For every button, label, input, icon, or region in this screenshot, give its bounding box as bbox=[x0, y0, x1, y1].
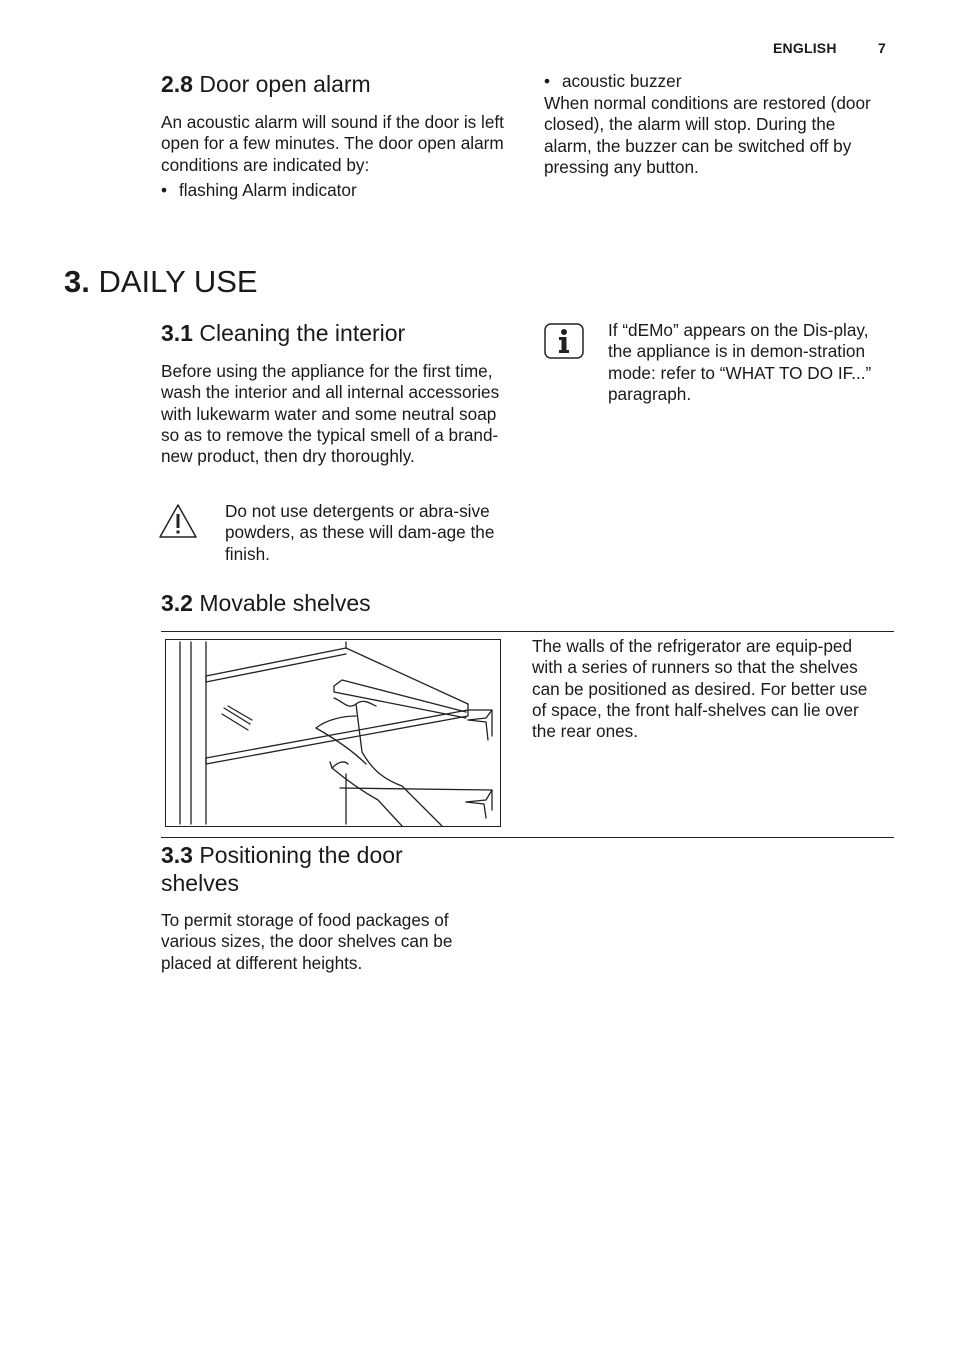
section-2-8-body: An acoustic alarm will sound if the door is left open for a few minutes. The door open alarm conditions are indicated by: bbox=[161, 112, 504, 175]
section-2-8-body-continued: When normal conditions are restored (door closed), the alarm will stop. During the alarm, the buzzer can be switched off by pressing any button. bbox=[544, 93, 871, 177]
chapter-heading bbox=[64, 264, 258, 300]
section-number: 3.3 bbox=[161, 842, 193, 868]
section-3-1-heading bbox=[161, 319, 405, 347]
section-3-1-body: Before using the appliance for the first time, wash the interior and all internal accessories with lukewarm water and some neutral soap so as to remove the typical smell of a brand-new product, then dry thoroughly. bbox=[161, 361, 500, 467]
section-3-3-heading bbox=[161, 841, 481, 897]
bullet-text: acoustic buzzer bbox=[562, 71, 682, 91]
section-title: Positioning the door shelves bbox=[161, 842, 403, 896]
section-3-2-body: The walls of the refrigerator are equip-ped with a series of runners so that the shelves can be positioned as desired. For better use of space, the front half-shelves can lie over the rear ones. bbox=[532, 636, 868, 742]
header-language: ENGLISH bbox=[773, 40, 837, 56]
info-note: If “dEMo” appears on the Dis-play, the appliance is in demon-stration mode: refer to “WHAT TO DO IF...” paragraph. bbox=[608, 320, 872, 404]
warning-note: Do not use detergents or abra-sive powders, as these will dam-age the finish. bbox=[225, 501, 495, 564]
shelf-hand-illustration bbox=[165, 639, 501, 827]
bullet-item: • acoustic buzzer bbox=[544, 71, 682, 91]
section-3-2-heading bbox=[161, 589, 371, 617]
bullet-text: flashing Alarm indicator bbox=[179, 180, 357, 200]
section-number: 3.1 bbox=[161, 320, 193, 346]
page-number: 7 bbox=[878, 40, 886, 56]
section-title: Cleaning the interior bbox=[199, 320, 406, 346]
section-number: 2.8 bbox=[161, 71, 193, 97]
section-number: 3.2 bbox=[161, 590, 193, 616]
section-2-8-heading bbox=[161, 70, 371, 98]
warning-triangle-icon bbox=[158, 503, 198, 539]
section-title: Movable shelves bbox=[199, 590, 371, 616]
chapter-title: DAILY USE bbox=[98, 264, 258, 299]
divider bbox=[161, 837, 894, 838]
section-3-3-body: To permit storage of food packages of various sizes, the door shelves can be placed at different heights. bbox=[161, 910, 453, 973]
info-icon bbox=[544, 323, 584, 359]
divider bbox=[161, 631, 894, 632]
section-title: Door open alarm bbox=[199, 71, 371, 97]
bullet-item: • flashing Alarm indicator bbox=[161, 180, 357, 200]
chapter-number: 3. bbox=[64, 264, 90, 299]
